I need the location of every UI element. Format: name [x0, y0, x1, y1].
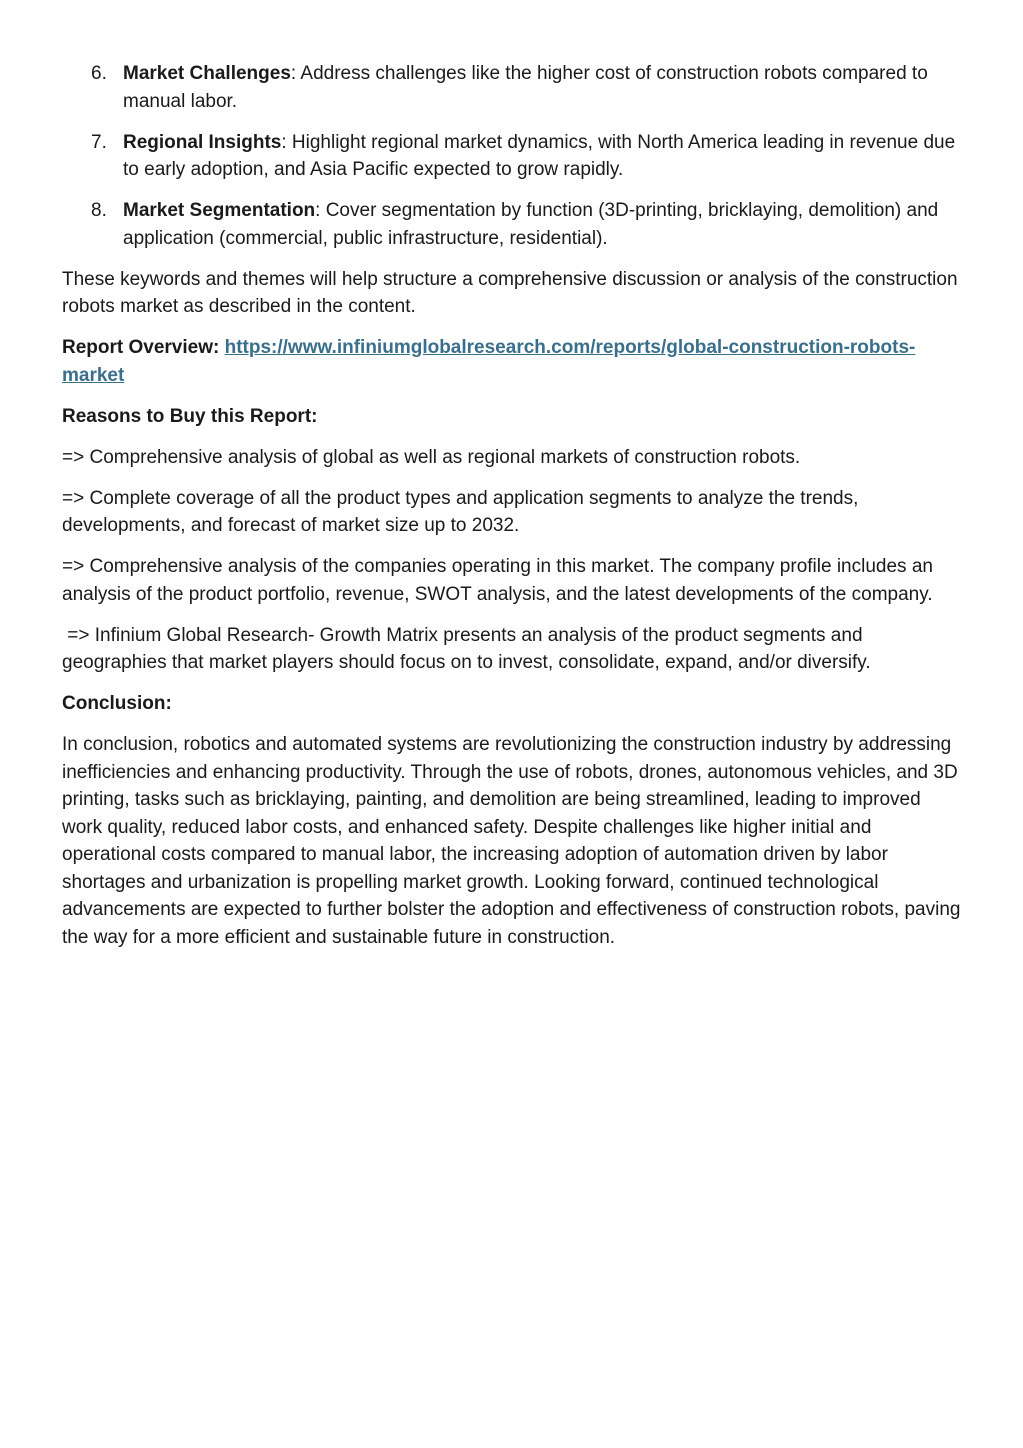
document-page [62, 60, 962, 965]
report-overview-label: Report Overview: [62, 337, 225, 358]
list-item-heading: Market Segmentation [123, 200, 316, 221]
reasons-heading-text: Reasons to Buy this Report: [62, 405, 318, 427]
summary-paragraph: These keywords and themes will help structure a comprehensive discussion or analysis of the construction robots market as described in the content. [62, 268, 958, 317]
report-overview [62, 334, 962, 389]
list-item-heading: Regional Insights [123, 131, 282, 153]
conclusion-paragraph: In conclusion, robotics and automated systems are revolutionizing the construction industry by addressing inefficiencies and enhancing productivity. Through the use of robots, drones, autonomous vehicles, and 3D printing, tasks such as bricklaying, painting, and demolition are being streamlined, leading to improved work quality, reduced labor costs, and enhanced safety. Despite challenges like higher initial and operational costs compared to manual labor, the increasing adoption of automation driven by labor shortages and urbanization is propelling market growth. Looking forward, continued technological advancements are expected to further bolster the adoption and effectiveness of construction robots, paving the way for a more efficient and sustainable future in construction. [62, 734, 961, 948]
reason-item: => Infinium Global Research- Growth Matrix presents an analysis of the product segments and geographies that market players should focus on to invest, consolidate, expand, and/or diversify. [62, 624, 871, 673]
list-number: 7. [91, 131, 107, 153]
list-item-text: : Address challenges like the higher cost of construction robots compared to manual labor. [123, 63, 928, 112]
list-number: 8. [91, 200, 107, 221]
list-number: 6. [91, 63, 107, 84]
list-item [62, 60, 962, 115]
reason-item: => Complete coverage of all the product types and application segments to analyze the trends, developments, and forecast of market size up to 2032. [62, 487, 859, 536]
reasons-heading [62, 403, 962, 431]
reason-item: => Comprehensive analysis of global as well as regional markets of construction robots. [62, 446, 801, 468]
list-item-text: : Cover segmentation by function (3D-printing, bricklaying, demolition) and application (commercial, public infrastructure, residential). [123, 200, 939, 249]
conclusion-heading-text: Conclusion: [62, 693, 172, 714]
list-item-text: : Highlight regional market dynamics, with North America leading in revenue due to early adoption, and Asia Pacific expected to grow rapidly. [123, 131, 956, 180]
report-overview-link[interactable]: https://www.infiniumglobalresearch.com/reports/global-construction-robots-market [62, 337, 916, 386]
reason-item: => Comprehensive analysis of the companies operating in this market. The company profile includes an analysis of the product portfolio, revenue, SWOT analysis, and the latest developments of the company. [62, 556, 933, 605]
list-item [62, 129, 962, 184]
conclusion-heading [62, 690, 962, 718]
list-item [62, 197, 962, 252]
list-item-heading: Market Challenges [123, 63, 291, 84]
